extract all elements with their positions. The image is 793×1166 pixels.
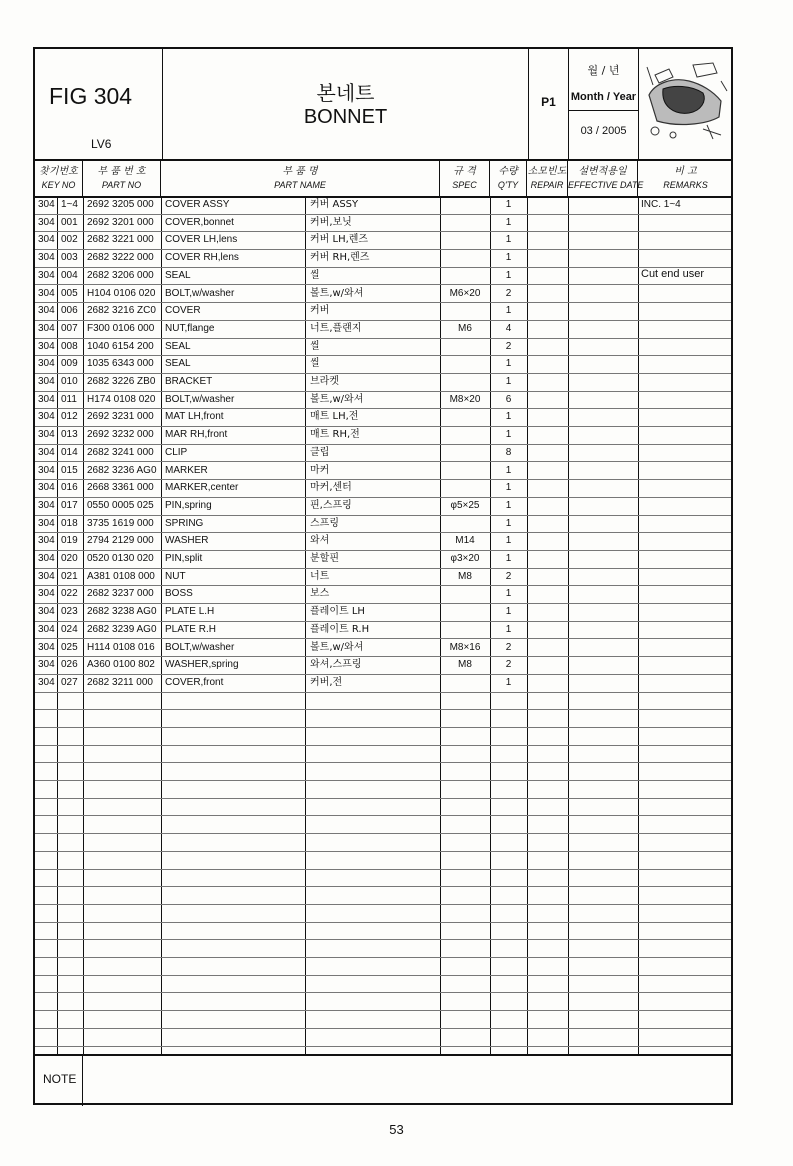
table-row	[35, 621, 731, 640]
cell-name-en: BOLT,w/washer	[165, 287, 235, 299]
cell-name-en: BOLT,w/washer	[165, 641, 235, 653]
cell-key: 008	[61, 340, 78, 352]
date-box	[569, 49, 639, 159]
table-row	[35, 497, 731, 516]
cell-name-en: PLATE L.H	[165, 606, 215, 618]
cell-spec: M14	[455, 535, 475, 547]
cell-name-en: SPRING	[165, 517, 204, 529]
cell-key: 013	[61, 429, 78, 441]
cell-part: 1040 6154 200	[87, 340, 154, 352]
cell-qty: 2	[505, 287, 512, 299]
cell-name-en: COVER	[165, 305, 201, 317]
cell-name-ko: 분할핀	[310, 553, 339, 564]
cell-qty: 1	[505, 553, 512, 564]
cell-part: H174 0108 020	[87, 393, 156, 405]
cell-key: 017	[61, 499, 78, 511]
cell-key: 026	[61, 659, 78, 671]
table-row	[35, 515, 731, 534]
cell-key: 005	[61, 287, 78, 299]
cell-name-ko: 보스	[310, 588, 330, 600]
table-row	[35, 426, 731, 445]
cell-qty: 1	[505, 252, 512, 264]
cell-key: 003	[61, 252, 78, 264]
table-row	[35, 267, 731, 286]
cell-fig: 304	[38, 499, 55, 511]
table-row	[35, 285, 731, 304]
cell-fig: 304	[38, 606, 55, 618]
cell-name-ko: 볼트,w/와셔	[310, 641, 364, 653]
table-row	[35, 338, 731, 357]
empty-row	[35, 922, 731, 941]
table-row	[35, 355, 731, 374]
cell-key: 002	[61, 234, 78, 246]
table-row	[35, 656, 731, 675]
cell-spec: φ3×20	[450, 553, 480, 564]
cell-qty: 1	[505, 517, 512, 529]
table-row	[35, 479, 731, 498]
cell-key: 012	[61, 411, 78, 423]
cell-qty: 1	[505, 199, 512, 210]
cell-fig: 304	[38, 676, 55, 688]
cell-key: 024	[61, 623, 78, 635]
cell-fig: 304	[38, 393, 55, 405]
cell-key: 001	[61, 216, 78, 228]
cell-name-en: NUT	[165, 570, 186, 582]
note-area	[35, 1054, 731, 1106]
cell-name-en: MARKER,center	[165, 482, 239, 494]
empty-row	[35, 1010, 731, 1029]
empty-row	[35, 833, 731, 852]
cell-qty: 1	[505, 376, 512, 387]
cell-qty: 2	[505, 340, 512, 352]
col-key-no: 찾기번호 KEY NO	[35, 159, 83, 196]
empty-row	[35, 957, 731, 976]
fig-number: FIG 304	[49, 83, 133, 109]
cell-name-en: SEAL	[165, 358, 191, 370]
title-korean: 본네트	[316, 81, 375, 105]
cell-key: 007	[61, 322, 78, 334]
cell-name-ko: 너트,플랜지	[310, 322, 362, 334]
cell-part: H104 0106 020	[87, 287, 156, 299]
cell-fig: 304	[38, 429, 55, 441]
empty-row	[35, 851, 731, 870]
empty-row	[35, 993, 731, 1012]
parts-sheet	[33, 47, 733, 1105]
cell-qty: 1	[505, 535, 512, 547]
cell-part: 1035 6343 000	[87, 358, 154, 370]
cell-part: 2682 3241 000	[87, 446, 154, 458]
cell-key: 020	[61, 553, 78, 564]
cell-name-en: SEAL	[165, 269, 191, 281]
cell-spec: M8	[458, 659, 472, 671]
table-row	[35, 585, 731, 604]
cell-fig: 304	[38, 588, 55, 600]
cell-part: 2692 3231 000	[87, 411, 154, 423]
col-part-name: 부 품 명 PART NAME	[161, 159, 440, 196]
cell-spec: M6	[458, 322, 472, 334]
cell-spec: M8×20	[449, 393, 481, 405]
empty-row	[35, 975, 731, 994]
col-remarks: 비 고 REMARKS	[663, 166, 708, 190]
cell-part: 0520 0130 020	[87, 553, 154, 564]
cell-qty: 1	[505, 358, 512, 370]
table-row	[35, 639, 731, 658]
cell-part: 2682 3237 000	[87, 588, 154, 600]
cell-name-en: COVER,front	[165, 676, 224, 688]
column-headers	[35, 159, 731, 198]
cell-name-en: COVER RH,lens	[165, 252, 239, 264]
cell-fig: 304	[38, 234, 55, 246]
cell-key: 006	[61, 305, 78, 317]
empty-row	[35, 692, 731, 711]
cell-part: 2668 3361 000	[87, 482, 154, 494]
cell-name-en: BRACKET	[165, 376, 213, 387]
cell-key: 023	[61, 606, 78, 618]
cell-name-en: NUT,flange	[165, 322, 215, 334]
model-name: LV6	[91, 137, 112, 151]
cell-name-ko: 매트 LH,전	[310, 411, 359, 423]
cell-part: 2682 3226 ZB0	[87, 376, 156, 387]
page-number: 53	[389, 1122, 404, 1137]
cell-part: 2682 3238 AG0	[87, 606, 157, 618]
empty-row	[35, 939, 731, 958]
cell-qty: 1	[505, 429, 512, 441]
cell-qty: 1	[505, 606, 512, 618]
cell-name-ko: 매트 RH,전	[310, 429, 360, 441]
cell-qty: 1	[505, 499, 512, 511]
cell-name-ko: 플레이트 LH	[310, 606, 365, 618]
cell-name-ko: 너트	[310, 570, 330, 582]
cell-part: 2692 3232 000	[87, 429, 154, 441]
cell-fig: 304	[38, 623, 55, 635]
cell-key: 011	[61, 393, 77, 405]
page-code: P1	[541, 95, 556, 109]
fig-box	[35, 49, 163, 159]
cell-name-ko: 커버 LH,렌즈	[310, 234, 369, 246]
empty-row	[35, 798, 731, 817]
cell-name-en: BOSS	[165, 588, 193, 600]
cell-name-en: PIN,spring	[165, 499, 212, 511]
cell-spec: M8	[458, 570, 472, 582]
empty-row	[35, 1028, 731, 1047]
table-row	[35, 302, 731, 321]
col-qty: 수량 Q'TY	[490, 159, 527, 196]
table-row	[35, 373, 731, 392]
cell-fig: 304	[38, 340, 55, 352]
cell-fig: 304	[38, 517, 55, 529]
cell-name-ko: 클립	[310, 446, 330, 458]
cell-key: 015	[61, 464, 78, 476]
cell-name-ko: 와셔	[310, 535, 330, 547]
col-part-no: 부 품 번 호 PART NO	[83, 159, 161, 196]
col-effective-date: 설변적용일 EFFECTIVE DATE	[568, 159, 638, 196]
table-row	[35, 674, 731, 693]
cell-fig: 304	[38, 322, 55, 334]
cell-name-ko: 씰	[310, 340, 320, 352]
bonnet-parts-diagram-icon	[639, 49, 733, 159]
cell-fig: 304	[38, 287, 55, 299]
cell-part: H114 0108 016	[87, 641, 155, 653]
empty-row	[35, 816, 731, 835]
cell-name-en: PLATE R.H	[165, 623, 216, 635]
cell-name-en: BOLT,w/washer	[165, 393, 235, 405]
cell-name-en: COVER,bonnet	[165, 216, 234, 228]
cell-fig: 304	[38, 641, 55, 653]
cell-name-en: MARKER	[165, 464, 208, 476]
col-spec: 규 격 SPEC	[440, 159, 490, 196]
cell-name-ko: 브라켓	[310, 376, 339, 387]
cell-name-en: CLIP	[165, 446, 188, 458]
cell-key: 004	[61, 269, 78, 281]
empty-row	[35, 745, 731, 764]
sheet-header	[35, 49, 731, 161]
table-row	[35, 391, 731, 410]
table-row	[35, 408, 731, 427]
cell-qty: 1	[505, 411, 512, 423]
cell-qty: 1	[505, 482, 512, 494]
cell-qty: 1	[505, 676, 512, 688]
cell-name-ko: 마커	[310, 464, 330, 476]
cell-fig: 304	[38, 553, 55, 564]
cell-fig: 304	[38, 535, 55, 547]
cell-fig: 304	[38, 482, 55, 494]
cell-fig: 304	[38, 570, 55, 582]
cell-qty: 1	[505, 269, 512, 281]
cell-name-ko: 마커,센터	[310, 482, 352, 494]
cell-name-ko: 스프링	[310, 517, 339, 529]
table-row	[35, 532, 731, 551]
page-box	[529, 49, 569, 159]
cell-name-en: WASHER,spring	[165, 659, 239, 671]
empty-row	[35, 762, 731, 781]
cell-name-en: PIN,split	[165, 553, 203, 564]
date-label-english: Month / Year	[570, 91, 637, 103]
cell-part: 2682 3221 000	[87, 234, 154, 246]
empty-row	[35, 886, 731, 905]
cell-fig: 304	[38, 252, 55, 264]
cell-qty: 8	[505, 446, 512, 458]
cell-key: 025	[61, 641, 78, 653]
cell-part: 2682 3211 000	[87, 676, 153, 688]
cell-name-ko: 플레이트 R.H	[310, 623, 370, 635]
cell-qty: 1	[505, 623, 512, 635]
cell-key: 009	[61, 358, 78, 370]
cell-name-ko: 와셔,스프링	[310, 659, 362, 671]
cell-name-ko: 커버,보닛	[310, 216, 352, 228]
cell-key: 019	[61, 535, 78, 547]
cell-qty: 2	[505, 570, 512, 582]
cell-part: F300 0106 000	[87, 322, 155, 334]
cell-qty: 2	[505, 641, 512, 653]
cell-part: A381 0108 000	[87, 570, 155, 582]
cell-fig: 304	[38, 199, 55, 210]
cell-qty: 1	[505, 588, 512, 600]
cell-part: A360 0100 802	[87, 659, 155, 671]
cell-qty: 1	[505, 464, 512, 476]
cell-fig: 304	[38, 411, 55, 423]
empty-row	[35, 904, 731, 923]
table-row	[35, 550, 731, 569]
cell-part: 2682 3239 AG0	[87, 623, 157, 635]
cell-qty: 1	[505, 305, 512, 317]
cell-part: 2682 3222 000	[87, 252, 154, 264]
cell-part: 0550 0005 025	[87, 499, 154, 511]
table-row	[35, 320, 731, 339]
cell-qty: 1	[505, 234, 512, 246]
cell-name-ko: 커버 RH,렌즈	[310, 252, 370, 264]
cell-name-en: SEAL	[165, 340, 191, 352]
cell-key: 022	[61, 588, 78, 600]
table-row	[35, 444, 731, 463]
cell-name-ko: 볼트,w/와셔	[310, 287, 364, 299]
cell-name-ko: 씰	[310, 269, 320, 281]
cell-key: 027	[61, 676, 78, 688]
cell-name-ko: 커버	[310, 305, 330, 317]
cell-fig: 304	[38, 446, 55, 458]
cell-fig: 304	[38, 269, 55, 281]
table-row	[35, 603, 731, 622]
table-row	[35, 249, 731, 268]
cell-name-ko: 커버,전	[310, 676, 343, 688]
cell-name-ko: 볼트,w/와셔	[310, 393, 364, 405]
cell-qty: 4	[505, 322, 512, 334]
cell-qty: 6	[505, 393, 512, 405]
date-label-korean: 월 / 년	[587, 64, 620, 77]
table-row	[35, 214, 731, 233]
table-row	[35, 568, 731, 587]
cell-qty: 2	[505, 659, 512, 671]
cell-fig: 304	[38, 376, 55, 387]
cell-part: 2682 3216 ZC0	[87, 305, 156, 317]
cell-name-en: MAR RH,front	[165, 429, 228, 441]
cell-name-en: COVER LH,lens	[165, 234, 238, 246]
cell-key: 018	[61, 517, 78, 529]
cell-fig: 304	[38, 464, 55, 476]
cell-fig: 304	[38, 216, 55, 228]
cell-qty: 1	[505, 216, 512, 228]
cell-key: 1~4	[61, 199, 78, 210]
cell-fig: 304	[38, 358, 55, 370]
empty-row	[35, 780, 731, 799]
cell-spec: φ5×25	[450, 499, 480, 511]
date-value: 03 / 2005	[580, 125, 627, 137]
cell-spec: M8×16	[449, 641, 481, 653]
cell-remarks: INC. 1~4	[641, 199, 681, 210]
empty-row	[35, 709, 731, 728]
cell-part: 3735 1619 000	[87, 517, 154, 529]
cell-spec: M6×20	[449, 287, 481, 299]
cell-name-en: MAT LH,front	[165, 411, 224, 423]
cell-part: 2682 3206 000	[87, 269, 154, 281]
note-label: NOTE	[43, 1072, 77, 1086]
table-row	[35, 231, 731, 250]
table-row	[35, 462, 731, 481]
cell-part: 2794 2129 000	[87, 535, 154, 547]
cell-key: 016	[61, 482, 78, 494]
cell-part: 2682 3236 AG0	[87, 464, 157, 476]
col-repair: 소모빈도 REPAIR	[527, 159, 568, 196]
cell-key: 021	[61, 570, 78, 582]
cell-part: 2692 3205 000	[87, 199, 154, 210]
cell-fig: 304	[38, 659, 55, 671]
cell-fig: 304	[38, 305, 55, 317]
cell-key: 014	[61, 446, 78, 458]
cell-remarks: Cut end user	[641, 267, 704, 280]
cell-name-ko: 씰	[310, 358, 320, 370]
title-box	[163, 49, 529, 159]
cell-name-en: COVER ASSY	[165, 199, 230, 210]
cell-name-en: WASHER	[165, 535, 209, 547]
cell-name-ko: 핀,스프링	[310, 499, 352, 511]
empty-row	[35, 869, 731, 888]
title-english: BONNET	[303, 106, 388, 128]
table-row	[35, 196, 731, 215]
empty-row	[35, 727, 731, 746]
cell-key: 010	[61, 376, 78, 387]
cell-name-ko: 커버 ASSY	[310, 199, 359, 210]
cell-part: 2692 3201 000	[87, 216, 154, 228]
